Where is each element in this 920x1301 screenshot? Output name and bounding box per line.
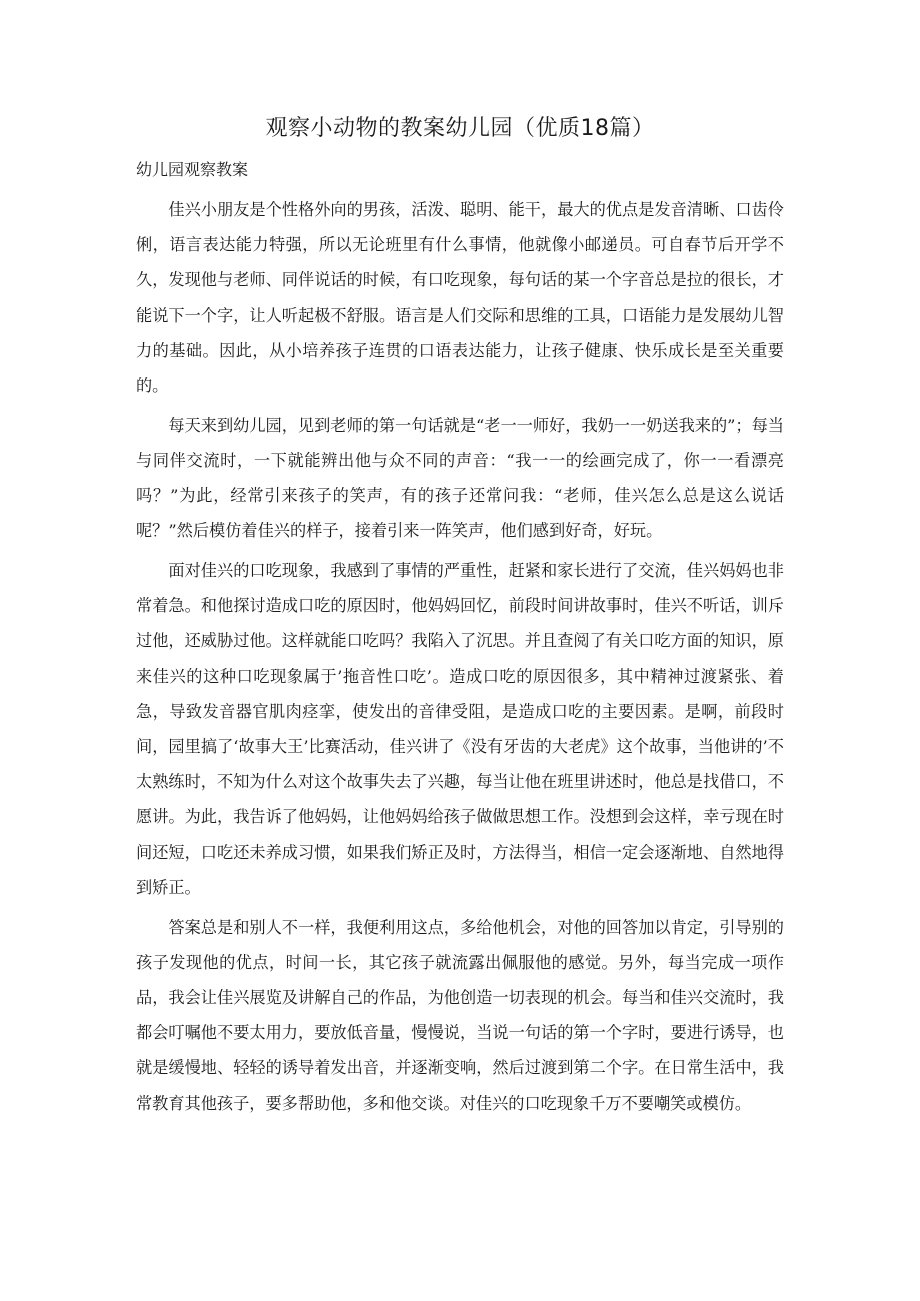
body-paragraph: 答案总是和别人不一样，我便利用这点，多给他机会，对他的回答加以肯定，引导别的孩子发现他的优点，时间一长，其它孩子就流露出佩服他的感觉。另外，每当完成一项作品，我会让佳兴展览及讲解自己的作品，为他创造一切表现的机会。每当和佳兴交流时，我都会叮嘱他不要太用力，要放低音量，慢慢说，当说一句话的第一个字时，要进行诱导，也就是缓慢地、轻轻的诱导着发出音，并逐渐变响，然后过渡到第二个字。在日常生活中，我常教育其他孩子，要多帮助他，多和他交谈。对佳兴的口吃现象千万不要嘲笑或模仿。 <box>136 917 784 1113</box>
body-paragraph: 每天来到幼儿园，见到老师的第一句话就是“老一一师好，我奶一一奶送我来的”；每当与同伴交流时，一下就能辨出他与众不同的声音：“我一一的绘画完成了，你一一看漂亮吗？”为此，经常引来孩子的笑声，有的孩子还常问我：“老师，佳兴怎么总是这么说话呢？”然后模仿着佳兴的样子，接着引来一阵笑声，他们感到好奇，好玩。 <box>136 415 784 541</box>
body-paragraph: 面对佳兴的口吃现象，我感到了事情的严重性，赶紧和家长进行了交流，佳兴妈妈也非常着急。和他探讨造成口吃的原因时，他妈妈回忆，前段时间讲故事时，佳兴不听话，训斥过他，还威胁过他。这样就能口吃吗？我陷入了沉思。并且查阅了有关口吃方面的知识，原来佳兴的这种口吃现象属于’拖音性口吃’。造成口吃的原因很多，其中精神过渡紧张、着急，导致发音器官肌肉痉挛，使发出的音律受阻，是造成口吃的主要因素。是啊，前段时间，园里搞了‘故事大王’比赛活动，佳兴讲了《没有牙齿的大老虎》这个故事，当他讲的’不太熟练时，不知为什么对这个故事失去了兴趣，每当让他在班里讲述时，他总是找借口，不愿讲。为此，我告诉了他妈妈，让他妈妈给孩子做做思想工作。没想到会这样，幸亏现在时间还短，口吃还未养成习惯，如果我们矫正及时，方法得当，相信一定会逐渐地、自然地得到矫正。 <box>136 561 784 897</box>
document-body <box>136 192 784 1125</box>
body-paragraph: 佳兴小朋友是个性格外向的男孩，活泼、聪明、能干，最大的优点是发音清晰、口齿伶俐，语言表达能力特强，所以无论班里有什么事情，他就像小邮递员。可自春节后开学不久，发现他与老师、同伴说话的时候，有口吃现象，每句话的某一个字音总是拉的很长，才能说下一个字，让人听起极不舒服。语言是人们交际和思维的工具，口语能力是发展幼儿智力的基础。因此，从小培养孩子连贯的口语表达能力，让孩子健康、快乐成长是至关重要的。 <box>136 200 784 396</box>
document-title: 观察小动物的教案幼儿园（优质18篇） <box>265 116 655 141</box>
section-heading: 幼儿园观察教案 <box>136 160 249 179</box>
